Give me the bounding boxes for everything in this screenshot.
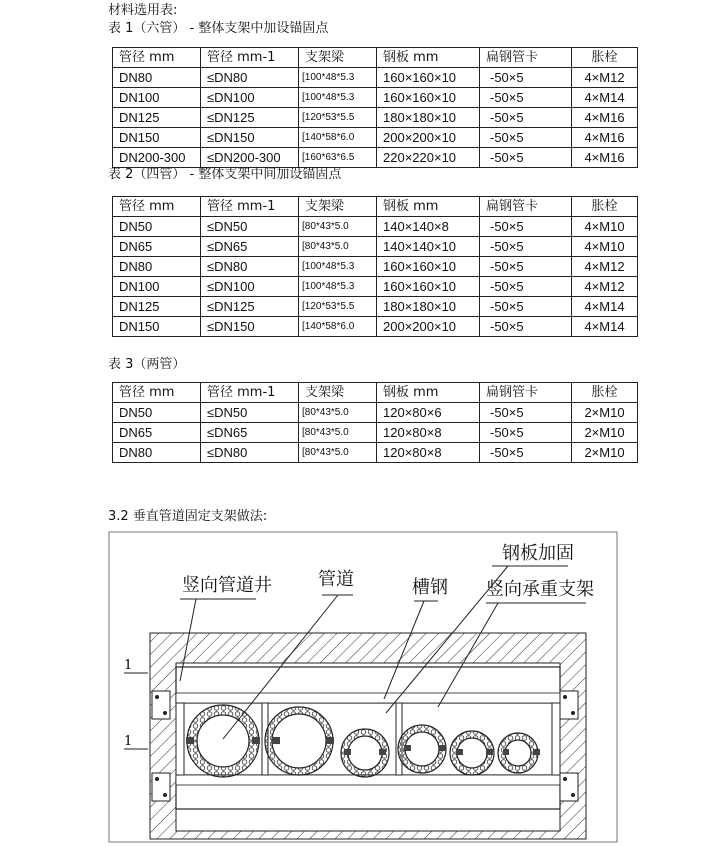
table-cell: 160×160×10	[377, 277, 480, 297]
table-cell: -50×5	[480, 317, 572, 337]
table-row	[113, 423, 638, 443]
table-cell: 4×M14	[572, 317, 638, 337]
table-cell: ≤DN80	[201, 257, 299, 277]
table-cell: 140×140×8	[377, 217, 480, 237]
table-cell: 160×160×10	[377, 68, 480, 88]
header-cell: 扁钢管卡	[480, 197, 572, 217]
table-2-caption: 表 2（四管） - 整体支架中间加设锚固点	[108, 167, 342, 182]
table-cell: [80*43*5.0	[299, 237, 377, 257]
table-cell: -50×5	[480, 108, 572, 128]
header-cell: 管径 mm	[113, 197, 201, 217]
table-3-caption: 表 3（两管）	[108, 357, 186, 372]
table-cell: 4×M12	[572, 68, 638, 88]
table-cell: ≤DN100	[201, 88, 299, 108]
table-cell: 180×180×10	[377, 297, 480, 317]
table-cell: [80*43*5.0	[299, 403, 377, 423]
table-cell: [100*48*5.3	[299, 68, 377, 88]
table-cell: DN100	[113, 277, 201, 297]
header-cell: 扁钢管卡	[480, 48, 572, 68]
table-cell: -50×5	[480, 297, 572, 317]
table-cell: 4×M12	[572, 277, 638, 297]
table-cell: ≤DN125	[201, 297, 299, 317]
table-cell: 120×80×6	[377, 403, 480, 423]
table-cell: ≤DN65	[201, 237, 299, 257]
table-cell: [80*43*5.0	[299, 217, 377, 237]
table-cell: [140*58*6.0	[299, 128, 377, 148]
table-cell: ≤DN80	[201, 443, 299, 463]
table-cell: 120×80×8	[377, 443, 480, 463]
table-header-row	[113, 383, 638, 403]
table-cell: [80*43*5.0	[299, 423, 377, 443]
table-cell: [160*63*6.5	[299, 148, 377, 168]
table-row	[113, 128, 638, 148]
header-cell: 钢板 mm	[377, 48, 480, 68]
label-pipe: 管道	[318, 569, 354, 590]
table-row	[113, 217, 638, 237]
table-3	[112, 382, 638, 463]
table-cell: 2×M10	[572, 443, 638, 463]
table-cell: 2×M10	[572, 423, 638, 443]
table-cell: 200×200×10	[377, 317, 480, 337]
table-2	[112, 196, 638, 337]
table-cell: [100*48*5.3	[299, 277, 377, 297]
table-cell: -50×5	[480, 237, 572, 257]
header-cell: 管径 mm-1	[201, 197, 299, 217]
table-cell: -50×5	[480, 148, 572, 168]
table-cell: 4×M14	[572, 88, 638, 108]
table-cell: DN50	[113, 403, 201, 423]
table-cell: 140×140×10	[377, 237, 480, 257]
table-cell: DN125	[113, 297, 201, 317]
table-cell: -50×5	[480, 88, 572, 108]
table-cell: 4×M16	[572, 108, 638, 128]
header-cell: 胀栓	[572, 197, 638, 217]
table-cell: ≤DN150	[201, 128, 299, 148]
table-row	[113, 443, 638, 463]
table-cell: 160×160×10	[377, 88, 480, 108]
table-cell: -50×5	[480, 277, 572, 297]
label-channel: 槽钢	[412, 577, 448, 598]
table-cell: DN150	[113, 317, 201, 337]
section-title: 3.2 垂直管道固定支架做法:	[108, 509, 268, 524]
table-cell: ≤DN65	[201, 423, 299, 443]
pipe-1	[197, 715, 249, 767]
table-cell: ≤DN50	[201, 403, 299, 423]
pipes	[187, 705, 538, 777]
label-plate: 钢板加固	[502, 543, 574, 564]
header-cell: 支架梁	[299, 197, 377, 217]
table-header-row	[113, 48, 638, 68]
pipe-2	[272, 714, 326, 768]
table-cell: -50×5	[480, 217, 572, 237]
table-cell: -50×5	[480, 257, 572, 277]
table-cell: -50×5	[480, 423, 572, 443]
table-cell: DN65	[113, 423, 201, 443]
table-cell: DN125	[113, 108, 201, 128]
header-cell: 支架梁	[299, 383, 377, 403]
section-mark-upper: 1	[124, 658, 133, 673]
table-cell: 4×M10	[572, 237, 638, 257]
materials-heading: 材料选用表:	[108, 3, 178, 18]
table-cell: 160×160×10	[377, 257, 480, 277]
table-row	[113, 257, 638, 277]
vertical-pipe-support-drawing	[108, 531, 618, 843]
table-cell: DN80	[113, 257, 201, 277]
table-cell: 4×M10	[572, 217, 638, 237]
table-cell: -50×5	[480, 403, 572, 423]
table-cell: -50×5	[480, 128, 572, 148]
table-cell: 2×M10	[572, 403, 638, 423]
table-cell: ≤DN100	[201, 277, 299, 297]
label-shaft: 竖向管道井	[182, 575, 272, 596]
table-cell: [120*53*5.5	[299, 108, 377, 128]
table-row	[113, 108, 638, 128]
table-cell: 120×80×8	[377, 423, 480, 443]
header-cell: 管径 mm-1	[201, 48, 299, 68]
header-cell: 胀栓	[572, 48, 638, 68]
table-cell: ≤DN125	[201, 108, 299, 128]
header-cell: 钢板 mm	[377, 383, 480, 403]
pipe-3	[348, 736, 382, 770]
table-cell: 180×180×10	[377, 108, 480, 128]
table-header-row	[113, 197, 638, 217]
table-cell: -50×5	[480, 68, 572, 88]
table-cell: DN80	[113, 68, 201, 88]
table-1	[112, 47, 638, 168]
table-cell: 4×M16	[572, 128, 638, 148]
table-cell: ≤DN80	[201, 68, 299, 88]
table-cell: [100*48*5.3	[299, 88, 377, 108]
table-cell: 200×200×10	[377, 128, 480, 148]
table-cell: DN150	[113, 128, 201, 148]
table-row	[113, 277, 638, 297]
header-cell: 支架梁	[299, 48, 377, 68]
table-cell: 4×M12	[572, 257, 638, 277]
header-cell: 扁钢管卡	[480, 383, 572, 403]
table-row	[113, 403, 638, 423]
table-1-caption: 表 1（六管） - 整体支架中加设锚固点	[108, 21, 329, 36]
table-cell: [120*53*5.5	[299, 297, 377, 317]
table-cell: [100*48*5.3	[299, 257, 377, 277]
header-cell: 管径 mm-1	[201, 383, 299, 403]
table-cell: DN65	[113, 237, 201, 257]
section-mark-lower: 1	[124, 734, 133, 749]
table-cell: DN100	[113, 88, 201, 108]
table-cell: 220×220×10	[377, 148, 480, 168]
table-cell: 4×M14	[572, 297, 638, 317]
table-row	[113, 148, 638, 168]
table-cell: ≤DN200-300	[201, 148, 299, 168]
table-cell: [140*58*6.0	[299, 317, 377, 337]
table-row	[113, 237, 638, 257]
header-cell: 管径 mm	[113, 48, 201, 68]
table-row	[113, 297, 638, 317]
table-cell: 4×M16	[572, 148, 638, 168]
table-row	[113, 317, 638, 337]
table-cell: [80*43*5.0	[299, 443, 377, 463]
top-beam-inner	[176, 693, 560, 703]
table-cell: DN50	[113, 217, 201, 237]
table-cell: DN200-300	[113, 148, 201, 168]
table-cell: ≤DN150	[201, 317, 299, 337]
header-cell: 钢板 mm	[377, 197, 480, 217]
table-cell: -50×5	[480, 443, 572, 463]
table-row	[113, 68, 638, 88]
header-cell: 胀栓	[572, 383, 638, 403]
label-support: 竖向承重支架	[486, 579, 594, 600]
header-cell: 管径 mm	[113, 383, 201, 403]
table-row	[113, 88, 638, 108]
table-cell: ≤DN50	[201, 217, 299, 237]
table-cell: DN80	[113, 443, 201, 463]
